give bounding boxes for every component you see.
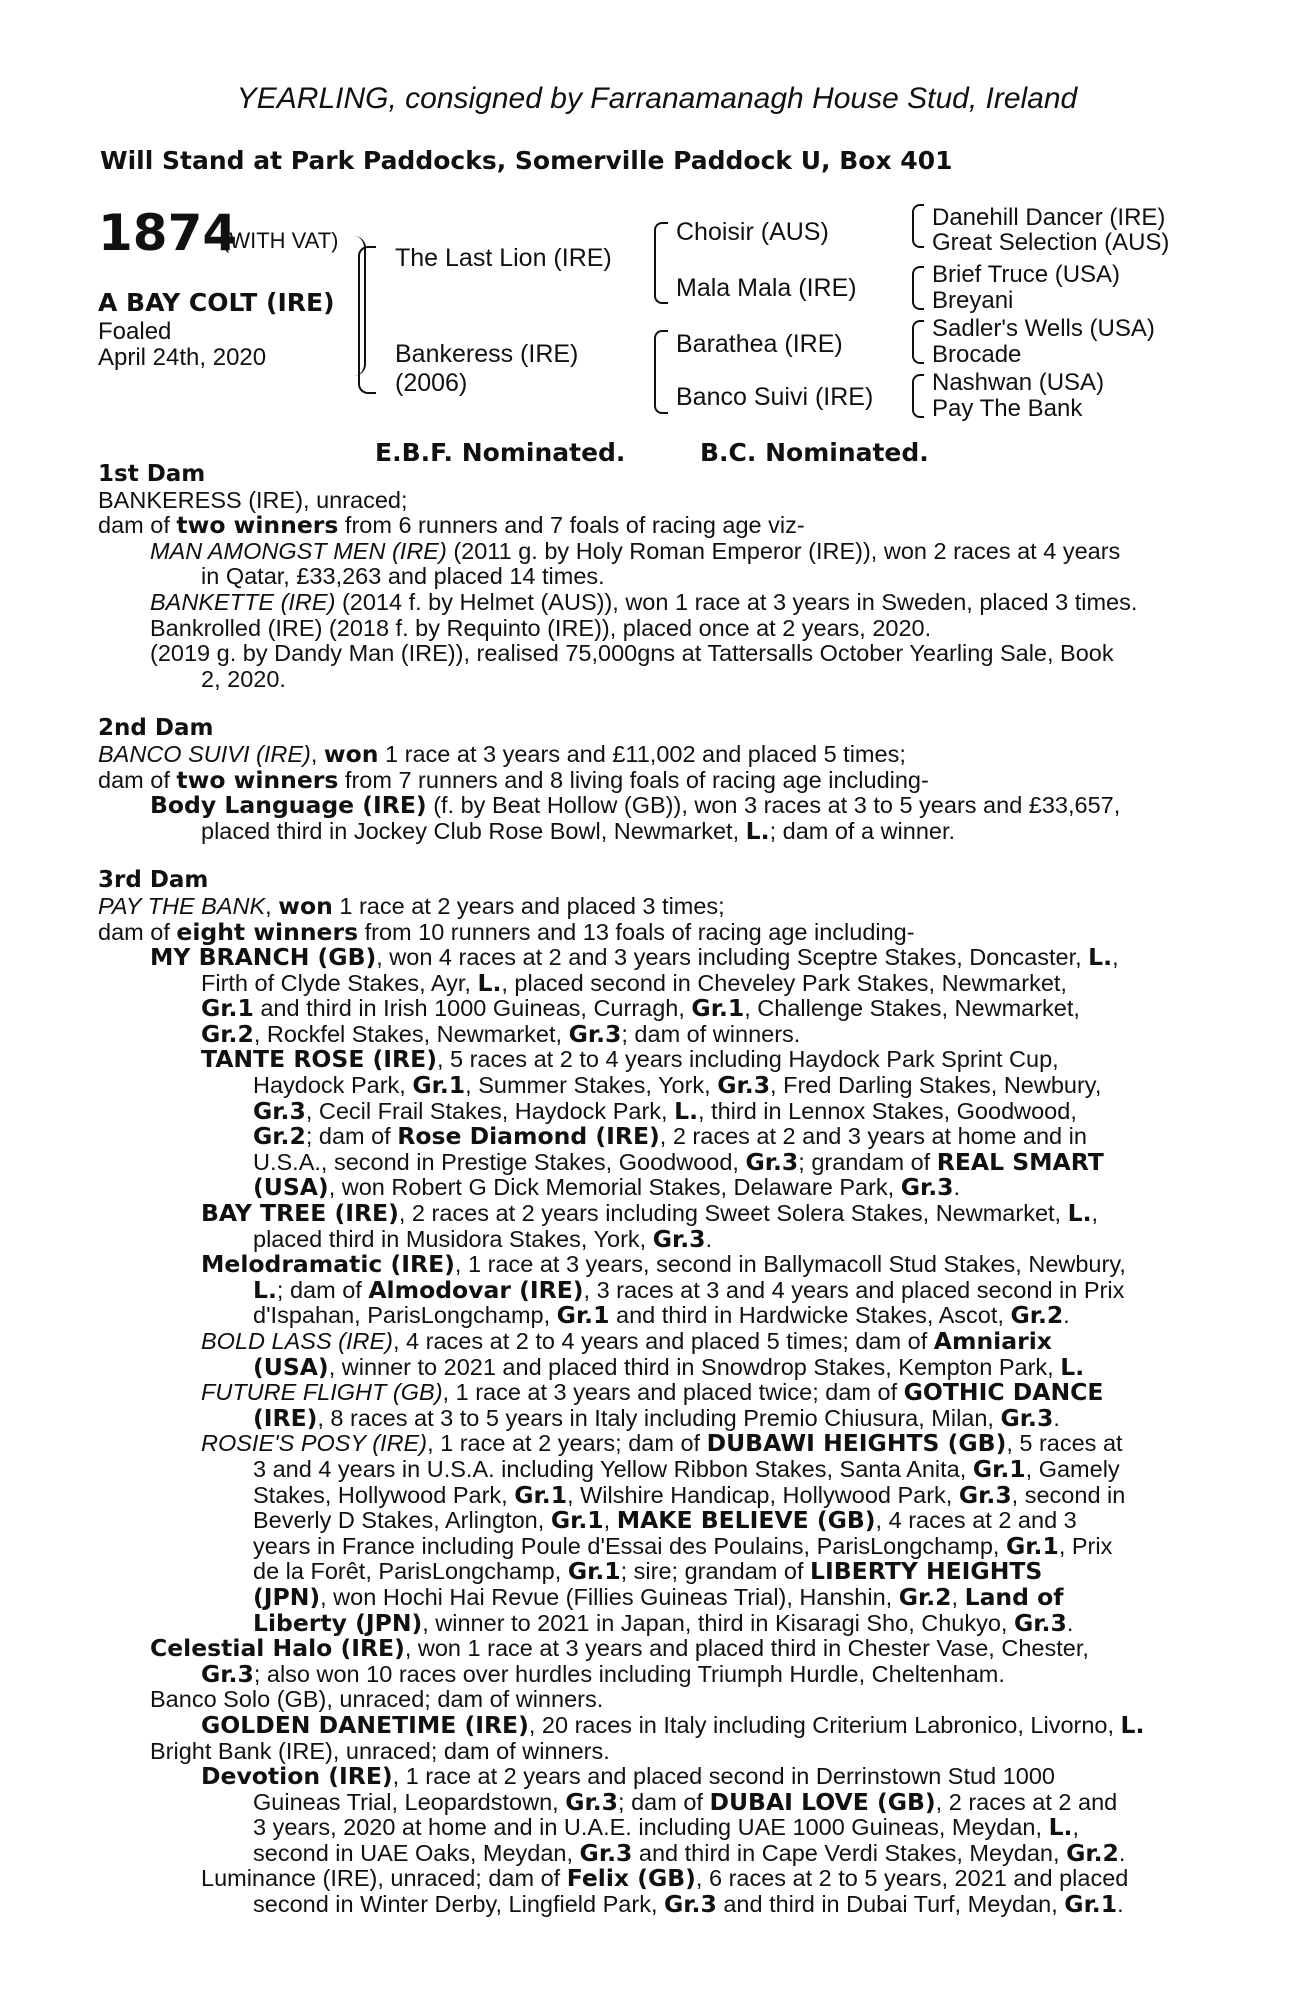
pedigree-dam-year: (2006) [395,369,468,397]
pedigree-notes [98,462,1208,1918]
vat-note: (WITH VAT) [222,228,339,253]
ebf-nominated: E.B.F. Nominated. [375,438,626,467]
pedigree-dam-sire: Barathea (IRE) [676,330,843,358]
pedigree-sire-dam: Mala Mala (IRE) [676,274,857,302]
lot-number: 1874 [98,204,238,262]
stand-location: Will Stand at Park Paddocks, Somerville Paddock U, Box 401 [100,146,953,175]
foaled-date: April 24th, 2020 [98,344,267,371]
second-dam-text: BANCO SUIVI (IRE), won 1 race at 3 years and £11,002 and placed 5 times; dam of two winners from 7 runners and 8 living foals of racing age including- Body Language (IRE) (f. by Beat Hollow (GB)), won 3 races at 3 to 5 years and £33,657, placed third in Jockey Club Rose Bowl, Newmarket, L.; dam of a winner. [98,739,1121,845]
pedigree-brace-sire [654,222,668,304]
pedigree-sds: Brief Truce (USA) [932,261,1121,288]
pedigree-sire: The Last Lion (IRE) [395,244,612,272]
pedigree-dam: Bankeress (IRE) [395,340,579,368]
pedigree-sire-sire: Choisir (AUS) [676,218,829,246]
pedigree-brace-ds [912,320,924,364]
pedigree-brace-ss [912,204,924,248]
pedigree-sss: Danehill Dancer (IRE) [932,204,1166,231]
first-dam-heading: 1st Dam [98,461,206,487]
third-dam-heading: 3rd Dam [98,867,209,894]
pedigree-dsd: Brocade [932,341,1022,368]
foaled-label: Foaled [98,318,172,345]
pedigree-brace-colt [352,236,366,376]
pedigree-brace-dd [912,374,924,418]
first-dam-text: BANKERESS (IRE), unraced; dam of two winners from 6 runners and 7 foals of racing age viz- MAN AMONGST MEN (IRE) (2011 g. by Holy Roman Emperor (IRE)), won 2 races at 4 years in Qatar, £33,263 and placed 14 times. BANKETTE (IRE) (2014 f. by Helmet (AUS)), won 1 race at 3 years in Sweden, placed 3 times. Bankrolled (IRE) (2018 f. by Requinto (IRE)), placed once at 2 years, 2020. (2019 g. by Dandy Man (IRE)), realised 75,000gns at Tattersalls October Yearling Sale, Book 2, 2020. [98,486,1138,692]
pedigree-dds: Nashwan (USA) [932,369,1105,396]
pedigree-dss: Sadler's Wells (USA) [932,315,1155,342]
third-dam-text: PAY THE BANK, won 1 race at 2 years and placed 3 times; dam of eight winners from 10 runners and 13 foals of racing age including- MY BRANCH (GB), won 4 races at 2 and 3 years including Sceptre Stakes, Doncaster, L., Firth of Clyde Stakes, Ayr, L., placed second in Cheveley Park Stakes, Newmarket, Gr.1 and third in Irish 1000 Guineas, Curragh, Gr.1, Challenge Stakes, Newmarket, Gr.2, Rockfel Stakes, Newmarket, Gr.3; dam of winners. TANTE ROSE (IRE), 5 races at 2 to 4 years including Haydock Park Sprint Cup, Haydock Park, Gr.1, Summer Stakes, York, Gr.3, Fred Darling Stakes, Newbury, Gr.3, Cecil Frail Stakes, Haydock Park, L., third in Lennox Stakes, Goodwood, Gr.2; dam of Rose Diamond (IRE), 2 races at 2 and 3 years at home and in U.S.A., second in Prestige Stakes, Goodwood, Gr.3; grandam of REAL SMART (USA), won Robert G Dick Memorial Stakes, Delaware Park, Gr.3. BAY TREE (IRE), 2 races at 2 years including Sweet Solera Stakes, Newmarket, L., placed third in Musidora Stakes, York, Gr.3. Melodramatic (IRE), 1 race at 3 years, second in Ballymacoll Stud Stakes, Newbury, L.; dam of Almodovar (IRE), 3 races at 3 and 4 years and placed second in Prix d'Ispahan, ParisLongchamp, Gr.1 and third in Hardwicke Stakes, Ascot, Gr.2. BOLD LASS (IRE), 4 races at 2 to 4 years and placed 5 times; dam of Amniarix (USA), winner to 2021 and placed third in Snowdrop Stakes, Kempton Park, L. FUTURE FLIGHT (GB), 1 race at 3 years and placed twice; dam of GOTHIC DANCE (IRE), 8 races at 3 to 5 years in Italy including Premio Chiusura, Milan, Gr.3. ROSIE'S POSY (IRE), 1 race at 2 years; dam of DUBAWI HEIGHTS (GB), 5 races at 3 and 4 years in U.S.A. including Yellow Ribbon Stakes, Santa Anita, Gr.1, Gamely Stakes, Hollywood Park, Gr.1, Wilshire Handicap, Hollywood Park, Gr.3, second in Beverly D Stakes, Arlington, Gr.1, MAKE BELIEVE (GB), 4 races at 2 and 3 years in France including Poule d'Essai des Poulains, ParisLongchamp, Gr.1, Prix de la Forêt, ParisLongchamp, Gr.1; sire; grandam of LIBERTY HEIGHTS (JPN), won Hochi Hai Revue (Fillies Guineas Trial), Hanshin, Gr.2, Land of Liberty (JPN), winner to 2021 in Japan, third in Kisaragi Sho, Chukyo, Gr.3. Celestial Halo (IRE), won 1 race at 3 years and placed third in Chester Vase, Chester, Gr.3; also won 10 races over hurdles including Triumph Hurdle, Cheltenham. Banco Solo (GB), unraced; dam of winners. GOLDEN DANETIME (IRE), 20 races in Italy including Criterium Labronico, Livorno, L. Bright Bank (IRE), unraced; dam of winners. Devotion (IRE), 1 race at 2 years and placed second in Derrinstown Stud 1000 Guineas Trial, Leopardstown, Gr.3; dam of DUBAI LOVE (GB), 2 races at 2 and 3 years, 2020 at home and in U.A.E. including UAE 1000 Guineas, Meydan, L., second in UAE Oaks, Meydan, Gr.3 and third in Cape Verdi Stakes, Meydan, Gr.2. Luminance (IRE), unraced; dam of Felix (GB), 6 races at 2 to 5 years, 2021 and placed second in Winter Derby, Lingfield Park, Gr.3 and third in Dubai Turf, Meydan, Gr.1. [98,891,1145,1919]
second-dam-heading: 2nd Dam [98,715,214,742]
bc-nominated: B.C. Nominated. [700,438,929,467]
pedigree-sdd: Breyani [932,287,1014,314]
pedigree-ddd: Pay The Bank [932,395,1083,422]
page-title: YEARLING, consigned by Farranamanagh House Stud, Ireland [236,82,1078,115]
pedigree-dam-dam: Banco Suivi (IRE) [676,383,874,411]
pedigree-ssd: Great Selection (AUS) [932,229,1170,256]
pedigree-brace-sd [912,266,924,310]
pedigree-brace-dam [654,330,668,414]
lot-description: A BAY COLT (IRE) [98,288,335,317]
